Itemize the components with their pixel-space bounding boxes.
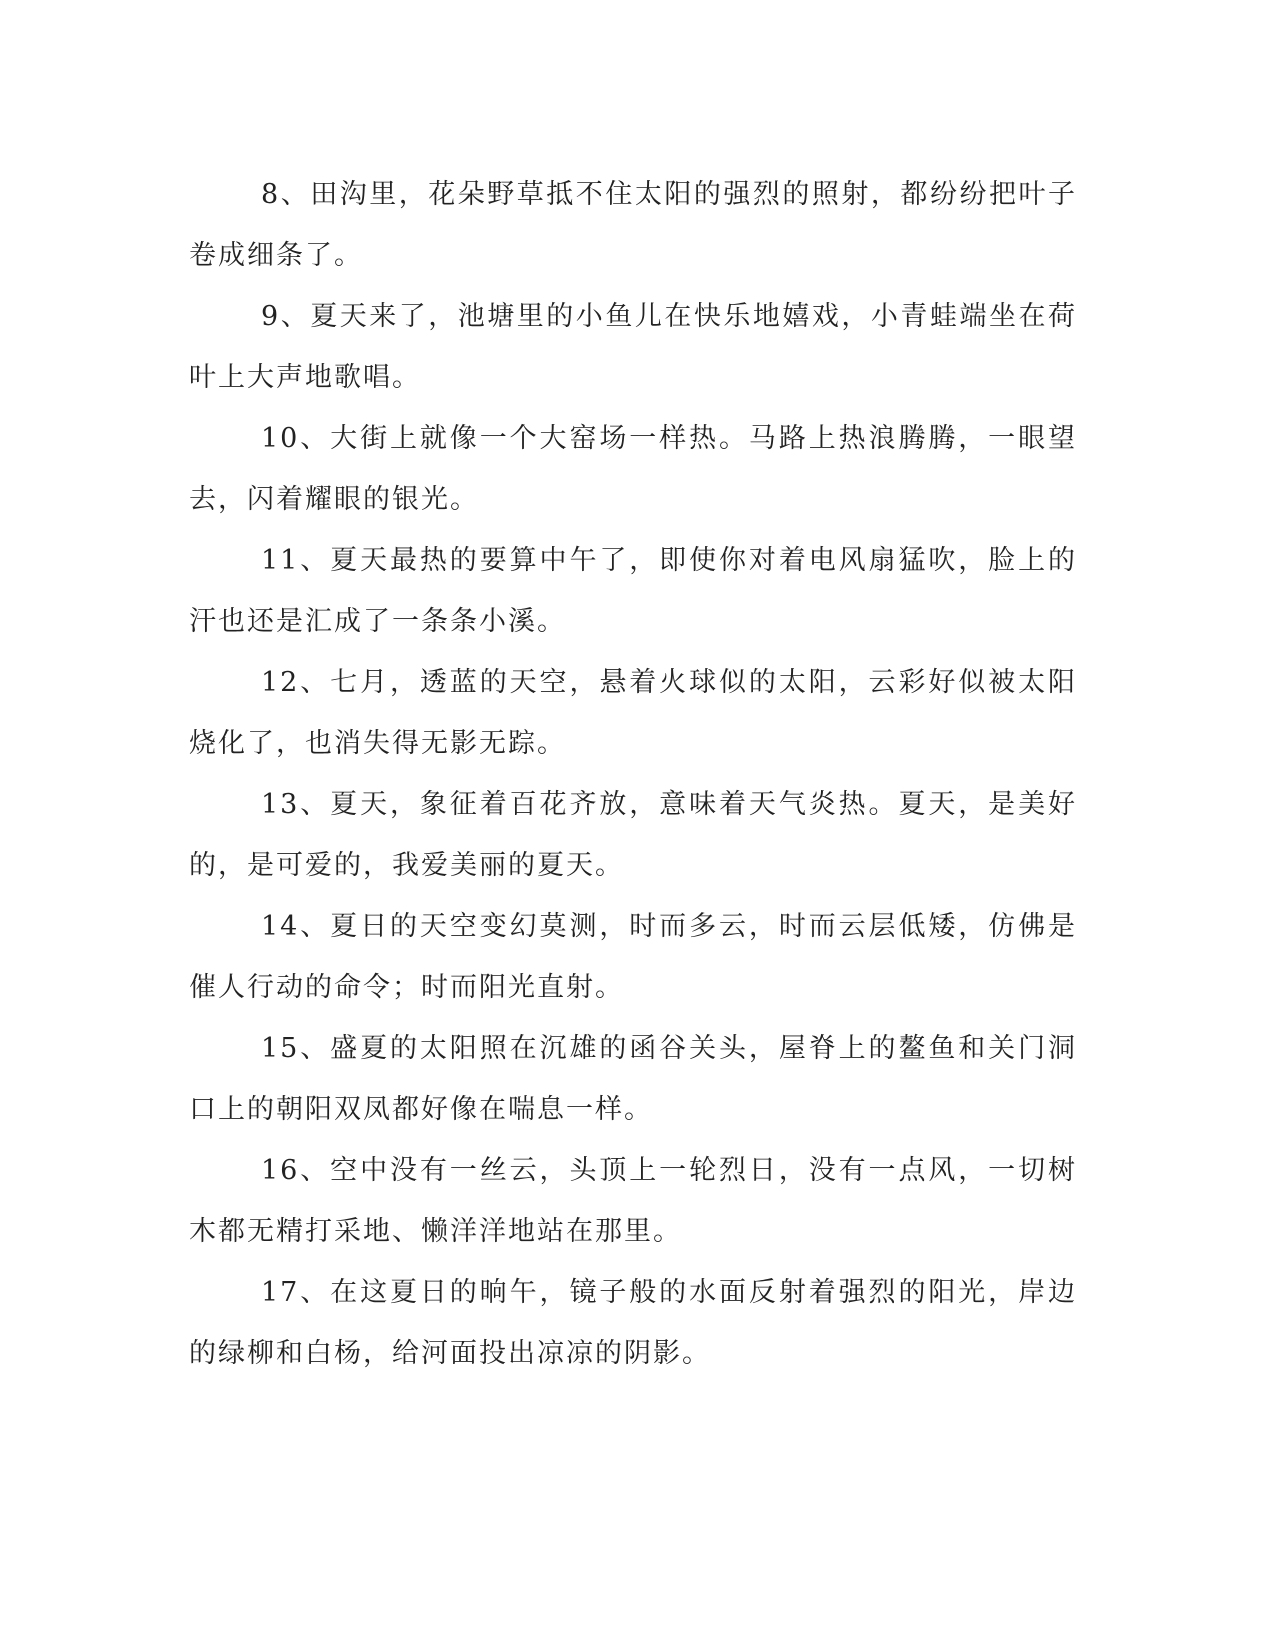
paragraph-16: 16、空中没有一丝云，头顶上一轮烈日，没有一点风，一切树木都无精打采地、懒洋洋地站在那里。 [189,1155,1077,1247]
paragraph-14: 14、夏日的天空变幻莫测，时而多云，时而云层低矮，仿佛是催人行动的命令；时而阳光直射。 [189,911,1077,1003]
document-body [189,164,1077,1384]
paragraph-12: 12、七月，透蓝的天空，悬着火球似的太阳，云彩好似被太阳烧化了，也消失得无影无踪。 [189,667,1077,759]
paragraph-13: 13、夏天，象征着百花齐放，意味着天气炎热。夏天，是美好的，是可爱的，我爱美丽的夏天。 [189,789,1077,881]
paragraph-15: 15、盛夏的太阳照在沉雄的函谷关头，屋脊上的鳌鱼和关门洞口上的朝阳双凤都好像在喘息一样。 [189,1033,1077,1125]
paragraph-8: 8、田沟里，花朵野草抵不住太阳的强烈的照射，都纷纷把叶子卷成细条了。 [189,179,1077,271]
paragraph-11: 11、夏天最热的要算中午了，即使你对着电风扇猛吹，脸上的汗也还是汇成了一条条小溪。 [189,545,1077,637]
paragraph-17: 17、在这夏日的晌午，镜子般的水面反射着强烈的阳光，岸边的绿柳和白杨，给河面投出凉凉的阴影。 [189,1277,1077,1369]
paragraph-10: 10、大街上就像一个大窑场一样热。马路上热浪腾腾，一眼望去，闪着耀眼的银光。 [189,423,1077,515]
paragraph-9: 9、夏天来了，池塘里的小鱼儿在快乐地嬉戏，小青蛙端坐在荷叶上大声地歌唱。 [189,301,1077,393]
